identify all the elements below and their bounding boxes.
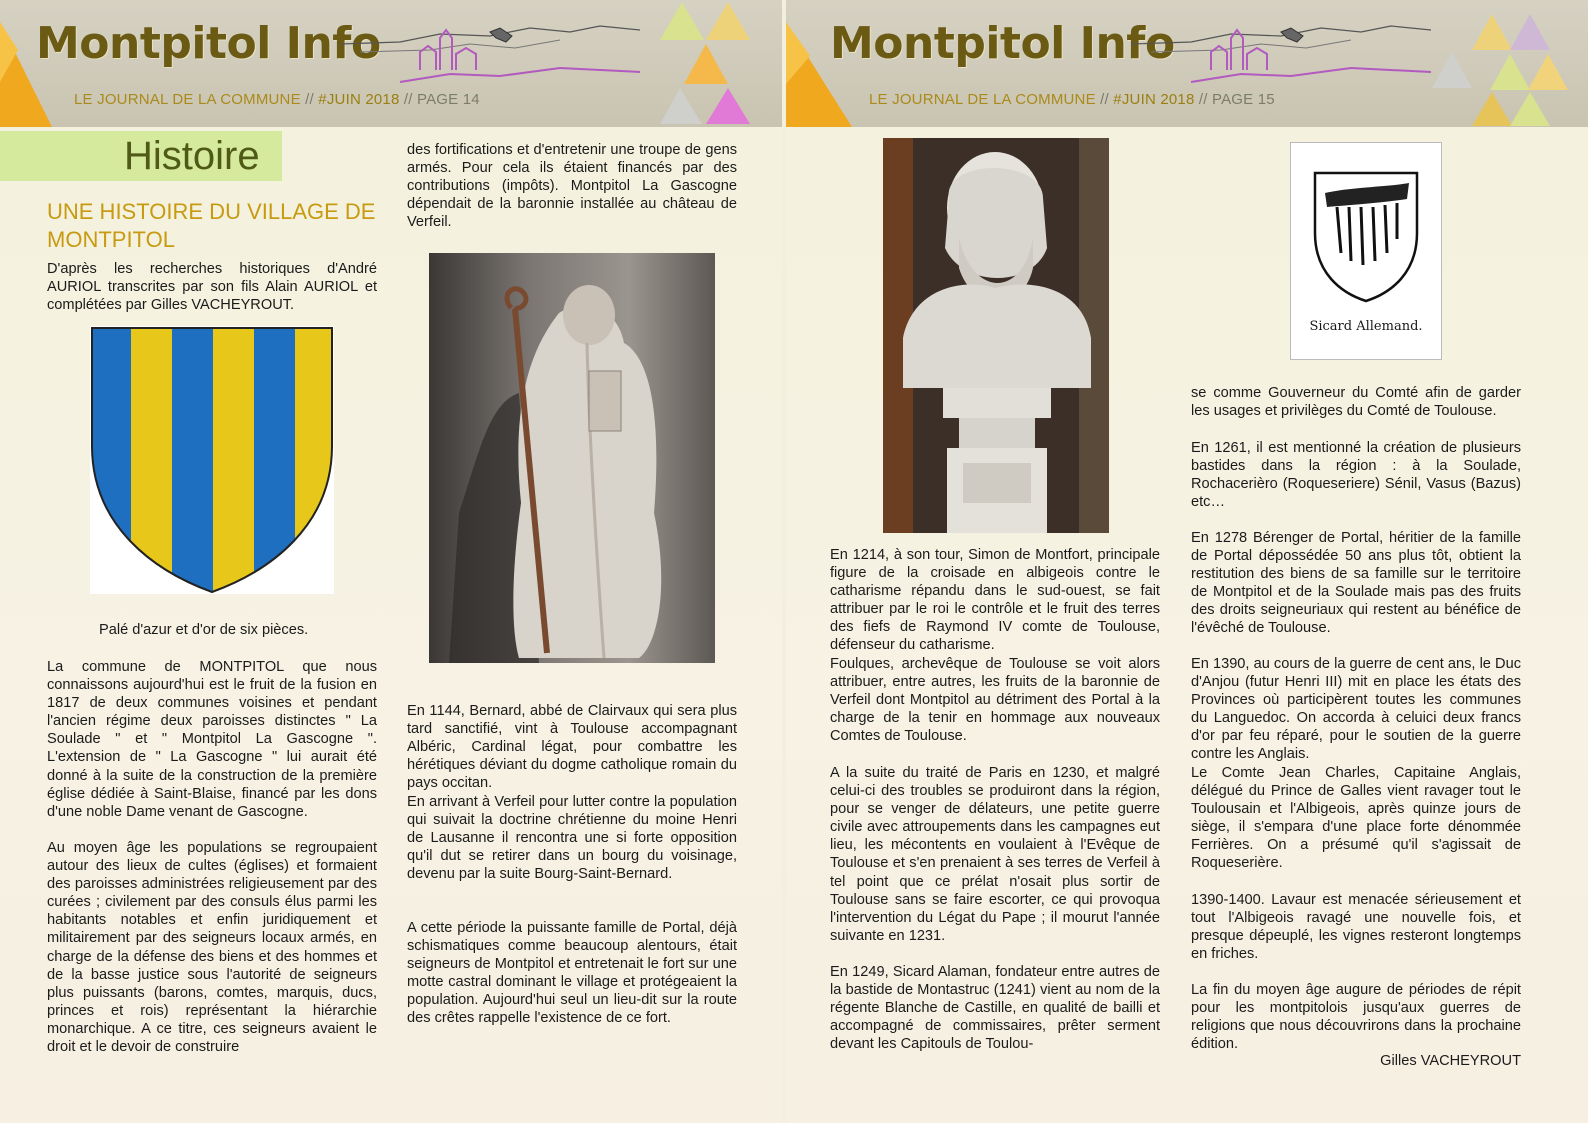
article-paragraph: En 1261, il est mentionné la création de plusieurs bastides dans la région : à la Soulade, Rochacerièro (Roqueseriere) Sénil, Vasus (Bazus) etc… [1191, 440, 1521, 511]
journal-label: LE JOURNAL DE LA COMMUNE [74, 91, 301, 108]
coat-of-arms-image [90, 326, 334, 594]
article-paragraph: des fortifications et d'entretenir une troupe de gens armés. Pour cela ils étaient financés par des contributions (impôts). Montpitol La Gascogne dépendait de la baronnie installée au château de Verfeil. [407, 142, 737, 231]
article-paragraph: Foulques, archevêque de Toulouse se voit alors attribuer, entre autres, les fruits de la baronnie de Verfeil dont Montpitol au détriment des Portal à la charge de la tenir en hommage aux nouveaux Comtes de Toulouse. [830, 656, 1160, 745]
page-number: PAGE 15 [1212, 91, 1275, 108]
article-paragraph: A cette période la puissante famille de Portal, déjà schismatiques comme beaucoup alentours, était seigneurs de Montpitol et entretenait le fort sur une motte castral dominant le village et protégeaient la population. Aujourd'hui seul un lieu-dit sur la route des crêtes rappelle l'existence de ce fort. [407, 920, 737, 1027]
page-14 [0, 0, 782, 1123]
page-header [0, 0, 782, 127]
article-paragraph: A la suite du traité de Paris en 1230, et malgré celui-ci des troubles se produiront dans la région, pour se venger de délateurs, une petite guerre civile avec attroupements dans les campagnes eut lieu, les mécontents en voulaient à l'Evêque de Toulouse et s'en prenaient à ses terres de Verfeil à tel point que ce prélat n'osait plus sortir de Toulouse sans se faire escorter, ce qui provoqua l'intervention du Légat du Pape ; il mourut l'année suivante en 1231. [830, 765, 1160, 944]
article-paragraph: En arrivant à Verfeil pour lutter contre la population qui suivait la doctrine chrétienne du moine Henri de Lausanne il rencontra une si forte opposition qu'il dut se retirer dans un bourg du voisinage, devenu par la suite Bourg-Saint-Bernard. [407, 794, 737, 883]
page-15 [786, 0, 1588, 1123]
header-subtitle [869, 91, 1275, 108]
article-paragraph: La commune de MONTPITOL que nous connaissons aujourd'hui est le fruit de la fusion en 1817 de deux communes voisines et pendant l'ancien régime deux paroisses distinctes " La Soulade " et " Montpitol La Gascogne ". L'extension de " La Gascogne " lui aurait été donné à la suite de la construction de la première église dédiée à Saint-Blaise, financé par les dons d'une noble Dame venant de Gascogne. [47, 659, 377, 820]
article-intro: D'après les recherches historiques d'André AURIOL transcrites par son fils Alain AURIOL et complétées par Gilles VACHEYROUT. [47, 261, 377, 314]
issue-label: #JUIN 2018 [1113, 91, 1195, 108]
article-paragraph: En 1214, à son tour, Simon de Montfort, principale figure de la croisade en albigeois contre le catharisme répandu dans le sud-ouest, se fait attribuer par le roi le contrôle et le fruit des terres des fiefs de Raymond IV comte de Toulouse, défenseur du catharisme. [830, 547, 1160, 654]
separator: // [1198, 91, 1208, 108]
header-subtitle [74, 91, 480, 108]
article-paragraph: La fin du moyen âge augure de périodes de répit pour les montpitolois jusqu'aux guerres de religions que nous découvrirons dans la prochaine édition. [1191, 982, 1521, 1053]
separator: // [403, 91, 413, 108]
page-number: PAGE 14 [417, 91, 480, 108]
separator: // [305, 91, 314, 108]
simon-de-montfort-bust-photo [883, 138, 1109, 533]
shield-caption: Palé d'azur et d'or de six pièces. [99, 622, 309, 638]
village-sketch-icon [340, 22, 680, 84]
separator: // [1100, 91, 1109, 108]
article-paragraph: Le Comte Jean Charles, Capitaine Anglais, délégué du Prince de Galles vient ravager tout le Toulousain et l'Albigeois, après quinze jours de siège, il s'empara d'une place forte dénommée Ferrières. On a présumé qu'il s'agissait de Roqueserière. [1191, 765, 1521, 872]
article-paragraph: se comme Gouverneur du Comté afin de garder les usages et privilèges du Comté de Toulouse. [1191, 385, 1521, 420]
shield-icon [90, 326, 334, 594]
section-title: Histoire [124, 134, 260, 178]
masthead-logo: Montpitol Info [36, 18, 381, 69]
village-sketch-icon [1131, 22, 1471, 84]
masthead-logo: Montpitol Info [830, 18, 1175, 69]
statue-icon [429, 253, 715, 663]
article-paragraph: 1390-1400. Lavaur est menacée sérieusement et tout l'Albigeois ravagé une nouvelle fois, et presque dépeuplé, les vignes resteront longtemps en friches. [1191, 892, 1521, 963]
sicard-caption: Sicard Allemand. [1309, 319, 1423, 334]
article-paragraph: En 1144, Bernard, abbé de Clairvaux qui sera plus tard sanctifié, vint à Toulouse accompagnant Albéric, Cardinal légat, pour combattre les hérétiques déviant du dogme catholique romain du pays occitan. [407, 703, 737, 792]
page-header [786, 0, 1588, 127]
article-paragraph: En 1249, Sicard Alaman, fondateur entre autres de la bastide de Montastruc (1241) vient au nom de la régente Blanche de Castille, en qualité de bailli et accompagné de commissaires, prêter serment devant les Capitouls de Toulou- [830, 964, 1160, 1053]
sicard-allemand-arms-image [1290, 142, 1442, 360]
saint-bernard-statue-photo [429, 253, 715, 663]
article-paragraph: En 1278 Bérenger de Portal, héritier de la famille de Portal dépossédée 50 ans plus tôt, obtient la restitution des biens de sa famille sur le territoire de Montpitol et de la Soulade mais pas des fruits des droits seigneuriaux qui restent au bénéfice de l'évêché de Toulouse. [1191, 530, 1521, 637]
article-paragraph: Au moyen âge les populations se regroupaient autour des lieux de cultes (églises) et formaient des paroisses administrées religieusement par des curées ; civilement par des consuls élus parmi les habitants notables et enfin juridiquement et militairement par des seigneurs locaux armés, en charge de la défense des biens et des hommes et de la basse justice sous l'autorité de seigneurs plus puissants (barons, comtes, marquis, ducs, princes et rois) représentant la hiérarchie monarchique. A ce titre, ces seigneurs avaient le droit et le devoir de construire [47, 840, 377, 1056]
sicard-shield-icon [1291, 143, 1441, 323]
article-signature: Gilles VACHEYROUT [1380, 1053, 1521, 1069]
issue-label: #JUIN 2018 [318, 91, 400, 108]
bust-icon [883, 138, 1109, 533]
article-title: UNE HISTOIRE DU VILLAGE DE MONTPITOL [47, 199, 376, 252]
article-paragraph: En 1390, au cours de la guerre de cent ans, le Duc d'Anjou (futur Henri III) mit en place les états des Provinces où participèrent toutes les communes du Languedoc. On accorda à celuici deux francs d'or par feu réparé, pour le soutien de la guerre contre les Anglais. [1191, 656, 1521, 763]
journal-label: LE JOURNAL DE LA COMMUNE [869, 91, 1096, 108]
